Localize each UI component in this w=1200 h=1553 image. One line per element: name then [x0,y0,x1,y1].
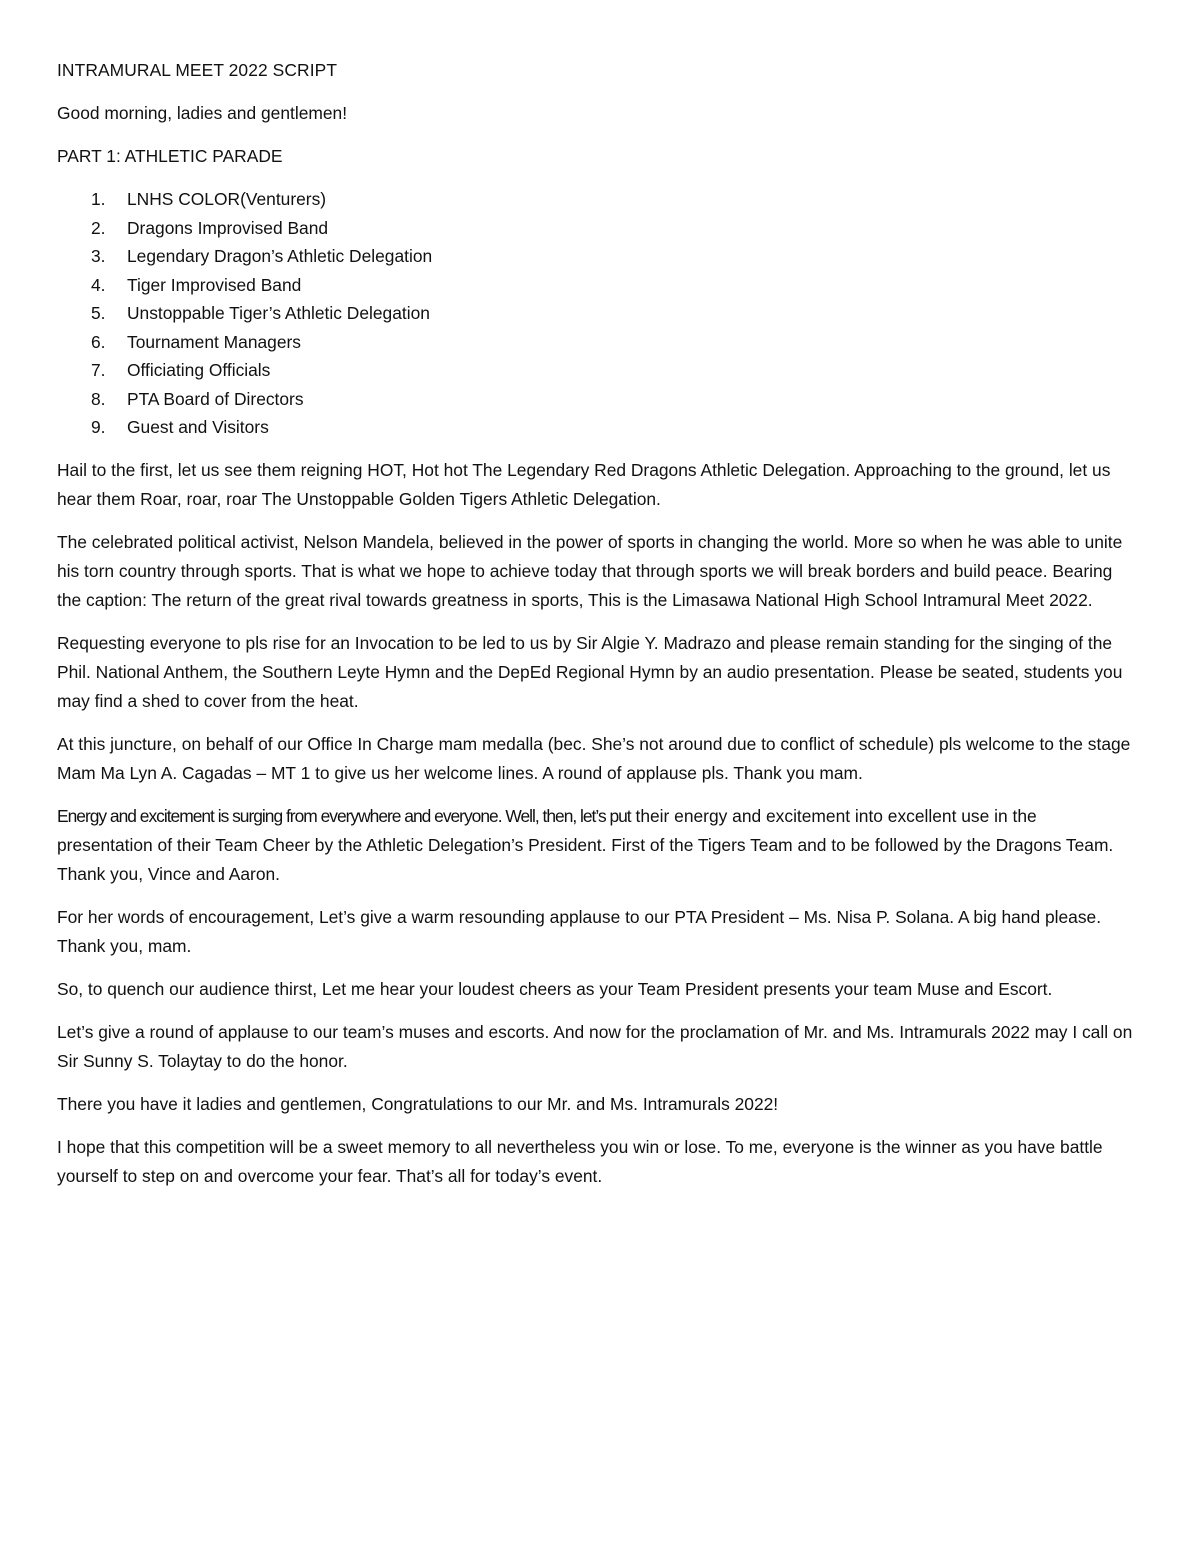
paragraph-juncture: At this juncture, on behalf of our Office In Charge mam medalla (bec. She’s not around due to conflict of schedule) pls welcome to the stage Mam Ma Lyn A. Cagadas – MT 1 to give us her welcome lines. A round of applause pls. Thank you mam. [57,733,1131,783]
list-item [57,299,1137,328]
list-number: 7. [91,360,106,380]
list-text: Tournament Managers [127,331,301,352]
list-number: 4. [91,274,106,295]
list-number: 9. [91,417,106,437]
list-text: LNHS COLOR(Venturers) [127,189,327,209]
paragraph-closing: I hope that this competition will be a sweet memory to all nevertheless you win or lose. To me, everyone is the winner as you have battle yourself to step on and overcome your fear. That’s all for today’s event. [57,1136,1103,1186]
list-number: 2. [91,217,106,238]
list-item [57,328,1137,357]
paragraph-energy-condensed: Energy and excitement is surging from everywhere and everyone. Well, then, let’s put [57,805,631,826]
document-title: INTRAMURAL MEET 2022 SCRIPT [57,60,338,80]
list-number: 1. [91,189,106,209]
paragraph-muses: Let’s give a round of applause to our team’s muses and escorts. And now for the proclamation of Mr. and Ms. Intramurals 2022 may I call on Sir Sunny S. Tolaytay to do the honor. [57,1021,1133,1071]
paragraph-energy-rest: their energy and excitement into excellent use in the presentation of their Team Cheer by the Athletic Delegation’s President. First of the Tigers Team and to be followed by the Dragons Team. Thank you, Vince and Aaron. [57,805,1114,884]
paragraph-quench: So, to quench our audience thirst, Let me hear your loudest cheers as your Team President presents your team Muse and Escort. [57,978,1053,999]
list-text: Officiating Officials [127,360,271,380]
list-text: Tiger Improvised Band [127,274,302,295]
document-page [57,56,1137,1205]
paragraph-hail: Hail to the first, let us see them reigning HOT, Hot hot The Legendary Red Dragons Athletic Delegation. Approaching to the ground, let us hear them Roar, roar, roar The Unstoppable Golden Tigers Athletic Delegation. [57,459,1111,509]
list-text: PTA Board of Directors [127,388,304,409]
list-text: Dragons Improvised Band [127,217,329,238]
parade-list [57,185,1137,442]
paragraph-invocation: Requesting everyone to pls rise for an Invocation to be led to us by Sir Algie Y. Madrazo and please remain standing for the singing of the Phil. National Anthem, the Southern Leyte Hymn and the DepEd Regional Hymn by an audio presentation. Please be seated, students you may find a shed to cover from the heat. [57,632,1123,711]
list-item [57,242,1137,271]
list-item [57,271,1137,300]
paragraph-encouragement: For her words of encouragement, Let’s give a warm resounding applause to our PTA President – Ms. Nisa P. Solana. A big hand please. Thank you, mam. [57,906,1102,956]
list-number: 5. [91,303,106,323]
list-text: Legendary Dragon’s Athletic Delegation [127,246,433,266]
list-text: Guest and Visitors [127,417,269,437]
greeting: Good morning, ladies and gentlemen! [57,103,348,123]
paragraph-energy [57,802,1137,889]
list-item [57,185,1137,214]
paragraph-mandela: The celebrated political activist, Nelson Mandela, believed in the power of sports in changing the world. More so when he was able to unite his torn country through sports. That is what we hope to achieve today that through sports we will break borders and build peace. Bearing the caption: The return of the great rival towards greatness in sports, This is the Limasawa National High School Intramural Meet 2022. [57,531,1123,610]
list-item [57,385,1137,414]
part1-heading: PART 1: ATHLETIC PARADE [57,146,283,166]
list-number: 3. [91,246,106,266]
paragraph-congrats: There you have it ladies and gentlemen, Congratulations to our Mr. and Ms. Intramurals 2022! [57,1093,779,1114]
list-item [57,356,1137,385]
list-item [57,413,1137,442]
list-number: 6. [91,331,106,352]
list-text: Unstoppable Tiger’s Athletic Delegation [127,303,430,323]
list-item [57,214,1137,243]
list-number: 8. [91,388,106,409]
